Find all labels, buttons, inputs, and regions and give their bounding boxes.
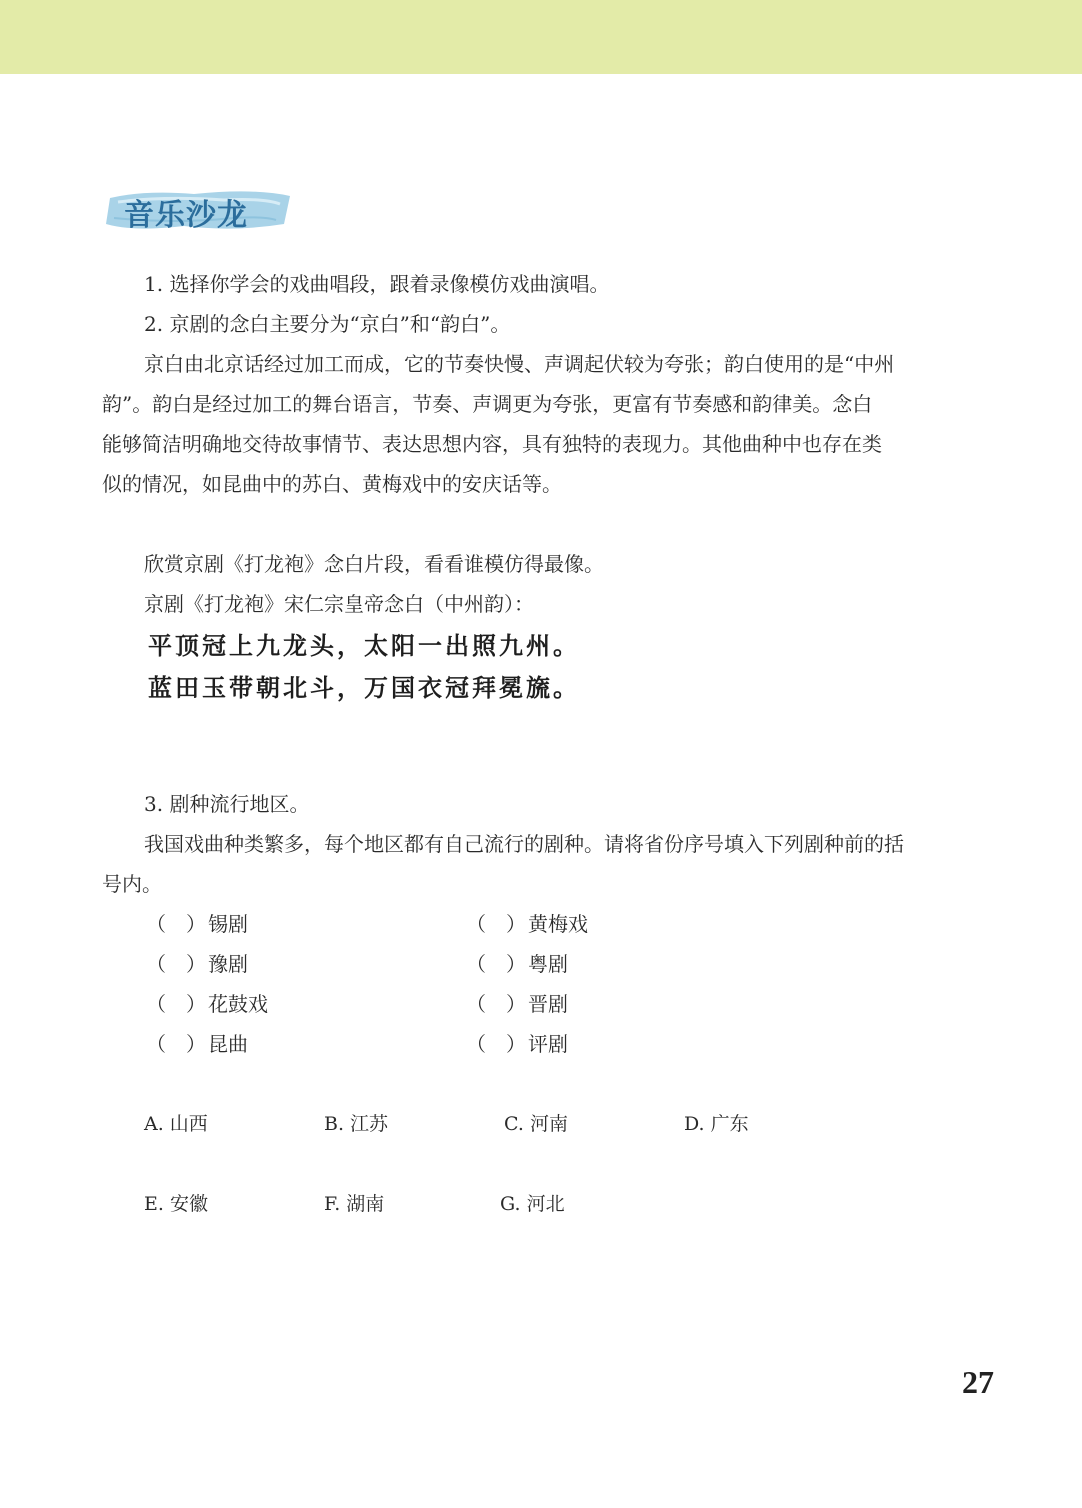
province-option: C. 河南 bbox=[504, 1113, 568, 1135]
item-3-title: 3. 剧种流行地区。 bbox=[144, 792, 310, 816]
province-option: A. 山西 bbox=[144, 1113, 208, 1135]
option-left: （ ） 锡剧 bbox=[146, 912, 248, 936]
header-band bbox=[0, 0, 1082, 74]
answer-blank[interactable]: （ ） bbox=[466, 952, 526, 976]
answer-blank[interactable]: （ ） bbox=[146, 992, 206, 1016]
section-title: 音乐沙龙 bbox=[124, 198, 248, 233]
answer-blank[interactable]: （ ） bbox=[146, 1032, 206, 1056]
paragraph-line: 京白由北京话经过加工而成，它的节奏快慢、声调起伏较为夸张；韵白使用的是“中州 bbox=[144, 352, 895, 376]
option-right: （ ） 黄梅戏 bbox=[466, 912, 588, 936]
appreciate-intro: 欣赏京剧《打龙袍》念白片段，看看谁模仿得最像。 bbox=[144, 552, 604, 576]
answer-blank[interactable]: （ ） bbox=[466, 992, 526, 1016]
poem-line: 蓝田玉带朝北斗，万国衣冠拜冕旒。 bbox=[148, 673, 580, 702]
item-1: 1. 选择你学会的戏曲唱段，跟着录像模仿戏曲演唱。 bbox=[144, 272, 610, 296]
paragraph-line: 似的情况，如昆曲中的苏白、黄梅戏中的安庆话等。 bbox=[102, 472, 562, 496]
option-left: （ ） 花鼓戏 bbox=[146, 992, 268, 1016]
answer-blank[interactable]: （ ） bbox=[146, 952, 206, 976]
province-option: B. 江苏 bbox=[324, 1113, 389, 1135]
answer-blank[interactable]: （ ） bbox=[466, 912, 526, 936]
option-right: （ ） 晋剧 bbox=[466, 992, 568, 1016]
poem-line: 平顶冠上九龙头，太阳一出照九州。 bbox=[148, 631, 580, 660]
province-option: F. 湖南 bbox=[324, 1193, 385, 1215]
option-right: （ ） 粤剧 bbox=[466, 952, 568, 976]
province-option: E. 安徽 bbox=[144, 1193, 208, 1215]
answer-blank[interactable]: （ ） bbox=[146, 912, 206, 936]
item-3-description: 号内。 bbox=[102, 872, 162, 896]
section-badge bbox=[104, 188, 294, 232]
paragraph-line: 韵”。韵白是经过加工的舞台语言，节奏、声调更为夸张，更富有节奏感和韵律美。念白 bbox=[102, 392, 873, 416]
answer-blank[interactable]: （ ） bbox=[466, 1032, 526, 1056]
paragraph-line: 能够简洁明确地交待故事情节、表达思想内容，具有独特的表现力。其他曲种中也存在类 bbox=[102, 432, 882, 456]
item-3-description: 我国戏曲种类繁多，每个地区都有自己流行的剧种。请将省份序号填入下列剧种前的括 bbox=[144, 832, 904, 856]
province-option: D. 广东 bbox=[684, 1113, 749, 1135]
option-left: （ ） 昆曲 bbox=[146, 1032, 248, 1056]
option-left: （ ） 豫剧 bbox=[146, 952, 248, 976]
province-option: G. 河北 bbox=[500, 1193, 565, 1215]
page-number: 27 bbox=[962, 1364, 994, 1400]
appreciate-source: 京剧《打龙袍》宋仁宗皇帝念白（中州韵）： bbox=[144, 592, 534, 616]
item-2: 2. 京剧的念白主要分为“京白”和“韵白”。 bbox=[144, 312, 511, 336]
option-right: （ ） 评剧 bbox=[466, 1032, 568, 1056]
